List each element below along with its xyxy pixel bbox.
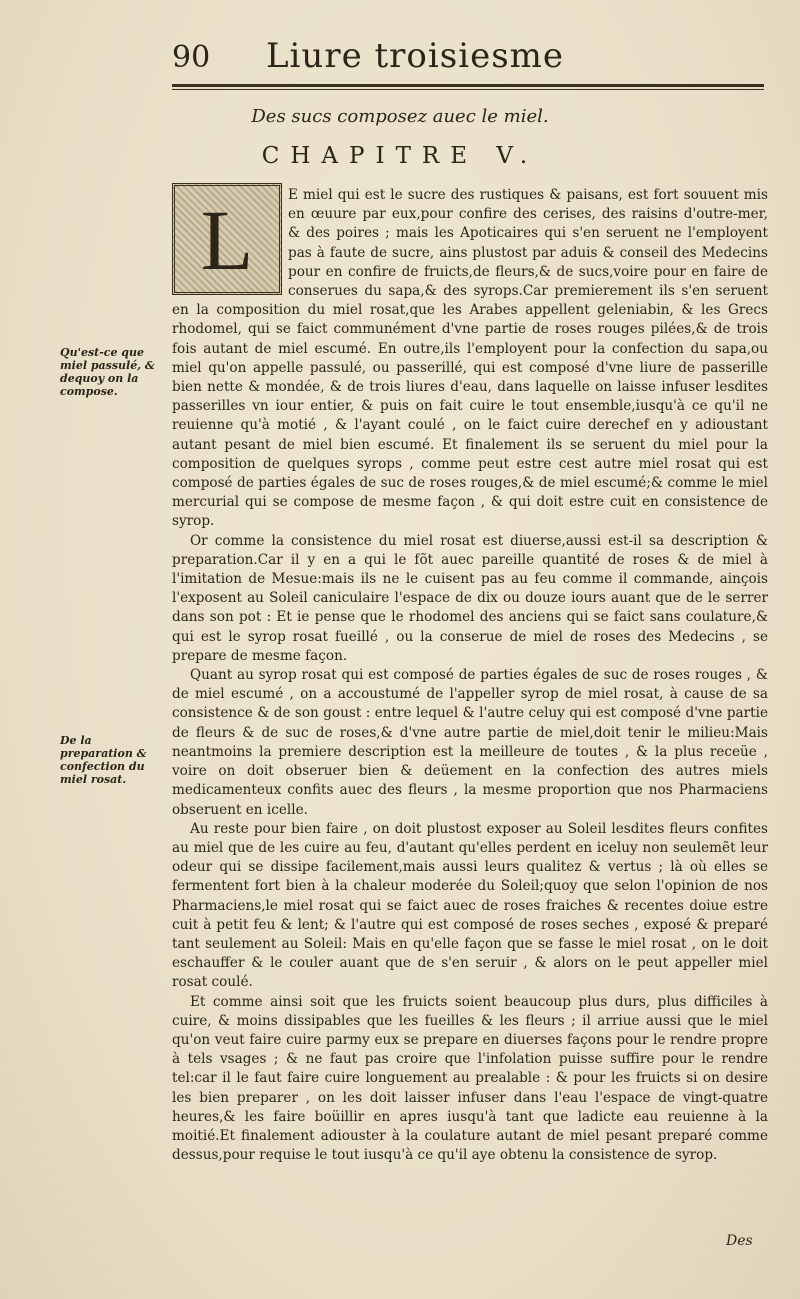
margin-note: De la preparation & confection du miel rosat. — [60, 734, 147, 786]
running-title: Liure troisiesme — [265, 36, 565, 76]
paragraph: Et comme ainsi soit que les fruicts soient beaucoup plus durs, plus difficiles à cuire, & moins dissipables que les fueilles & les fleurs ; il arriue aussi que le miel qu'on veut faire cuire parmy eux se prepare en diuerses façons pour le rendre propre à tels vsages ; & ne faut pas croire que l'infolation puisse suffire pour le rendre tel:car il le faut faire cuire longuement au prealable : & pour les fruicts si on desire les bien preparer , on les doit laisser infuser dans l'eau l'espace de vingt-quatre heures,& les faire boüillir en apres iusqu'à tant que ladicte eau reuienne à la moitié.Et finalement adiouster à la coulature autant de miel pesant preparé comme dessus,pour requise le tout iusqu'à ce qu'il aye obtenu la consistence de syrop. — [172, 993, 768, 1164]
paragraph: Or comme la consistence du miel rosat est diuerse,aussi est-il sa description & preparation.Car il y en a qui le fõt auec pareille quantité de roses & de miel à l'imitation de Mesue:mais ils ne le cuisent pas au feu comme il commande, ainçois l'exposent au Soleil caniculaire l'espace de dix ou douze iours auant que de le serrer dans son pot : Et ie pense que le rhodomel des anciens qui se faict sans coulature,& qui est le syrop rosat fueillé , ou la conserue de miel de roses des Medecins , se prepare de mesme façon. — [172, 532, 768, 664]
section-title: Des sucs composez auec le miel. — [251, 106, 549, 127]
paragraph: Au reste pour bien faire , on doit plustost exposer au Soleil lesdites fleurs confites au miel que de les cuire au feu, d'autant qu'elles perdent en iceluy non seulemẽt leur odeur qui se dissipe facilement,mais aussi leurs qualitez & vertus ; là où elles se fermentent fort bien à la chaleur moderée du Soleil;quoy que selon l'opinion de nos Pharmaciens,le miel rosat qui se faict auec de roses fraiches & recentes doiue estre cuit à petit feu & lent; & l'autre qui est composé de roses seches , exposé & preparé tant seulement au Soleil: Mais en qu'elle façon que se fasse le miel rosat , on le doit eschauffer & le couler auant que de s'en seruir , & alors on le peut appeller miel rosat coulé. — [172, 820, 768, 991]
body-text — [172, 186, 768, 1165]
header-rule — [172, 84, 764, 87]
page-number: 90 — [172, 40, 211, 75]
header-rule-thin — [172, 89, 764, 90]
margin-note: Qu'est-ce que miel passulé, & dequoy on la compose. — [60, 346, 155, 398]
chapter-title: CHAPITRE V. — [261, 143, 539, 169]
paragraph: E miel qui est le sucre des rustiques & paisans, est fort souuent mis en œuure par eux,pour confire des cerises, des raisins d'outre-mer, & des poires ; mais les Apoticaires qui s'en seruent ne l'employent pas à faute de sucre, ains plustost par aduis & conseil des Medecins pour en confire de fruicts,de fleurs,& de sucs,voire pour en faire de conserues du sapa,& des syrops.Car premierement ils s'en seruent en la composition du miel rosat,que les Arabes appellent geleniabin, & les Grecs rhodomel, qui se faict communément d'vne partie de roses rouges pilées,& de trois fois autant de miel escumé. En outre,ils l'employent pour la confection du sapa,ou miel qu'on appelle passulé, ou passerillé, qui est composé d'vne liure de passerille bien nette & mondée, & de trois liures d'eau, dans laquelle on laisse infuser lesdites passerilles vn iour entier, & puis on fait cuire le tout ensemble,iusqu'à ce qu'il ne reuienne qu'à motié , & l'ayant coulé , on le faict cuire derechef en y adioustant autant pesant de miel bien escumé. Et finalement ils se seruent du miel pour la composition de quelques syrops , comme peut estre cest autre miel rosat qui est composé de parties égales de suc de roses rouges,& de miel escumé;& comme le miel mercurial qui se compose de mesme façon , & qui doit estre cuit en consistence de syrop. — [172, 187, 768, 530]
paragraph: Quant au syrop rosat qui est composé de parties égales de suc de roses rouges , & de miel escumé , on a accoustumé de l'appeller syrop de miel rosat, à cause de sa consistence & de son goust : entre lequel & l'autre celuy qui est composé d'vne partie de fleurs & de suc de roses,& d'vne autre partie de miel,doit tenir le milieu:Mais neantmoins la premiere description est la meilleure de toutes , & la plus receüe , voire on doit obseruer bien & deüement en la confection des autres miels medicamenteux confits auec des fleurs , la mesme proportion que nos Pharmaciens obseruent en icelle. — [172, 667, 768, 818]
drop-cap: L — [200, 192, 254, 288]
catchword: Des — [726, 1233, 753, 1249]
